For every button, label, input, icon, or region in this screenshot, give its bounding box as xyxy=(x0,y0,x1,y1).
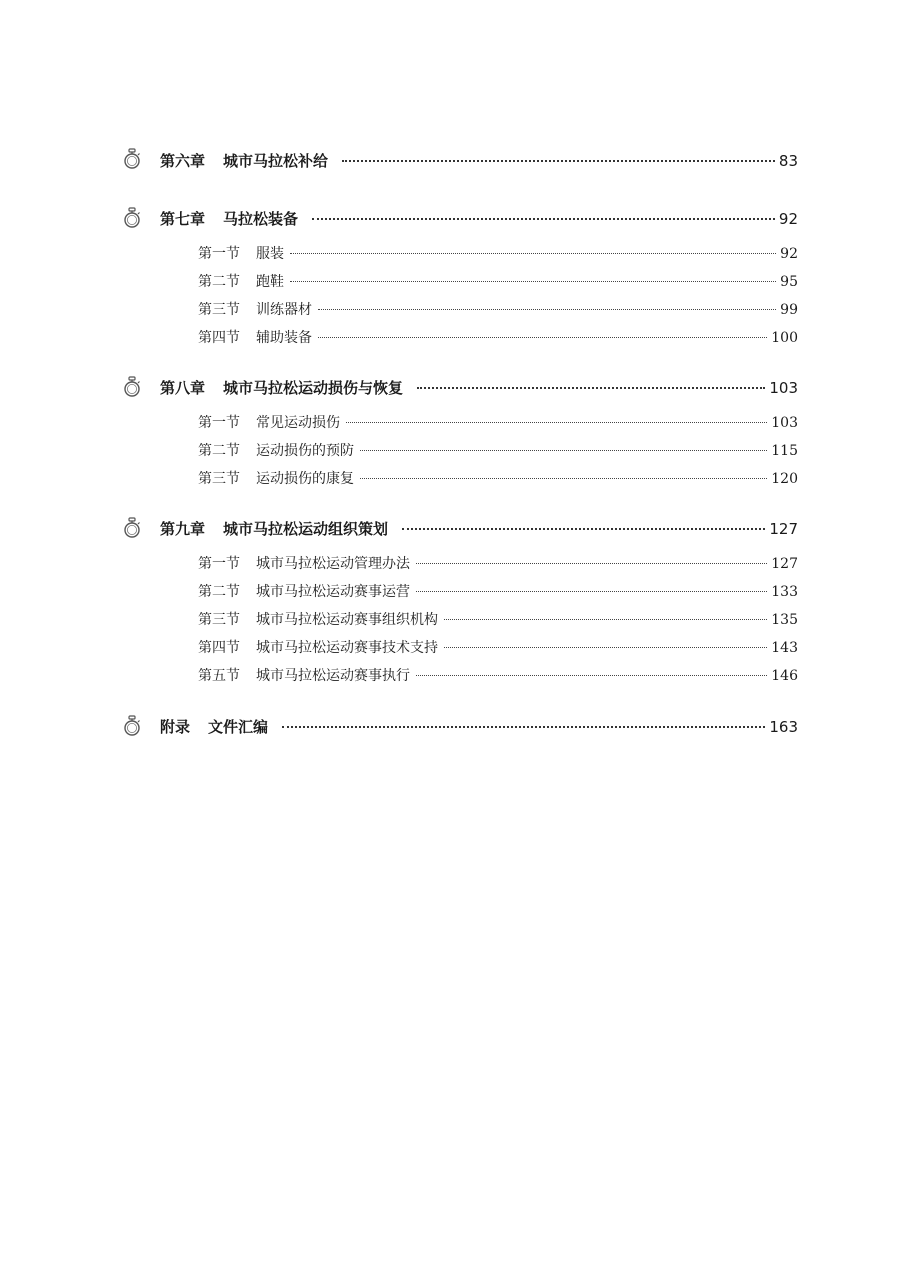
toc-section[interactable] xyxy=(198,412,798,432)
dot-leader xyxy=(444,647,767,648)
page-number: 103 xyxy=(769,379,798,397)
section-title: 辅助装备 xyxy=(256,330,312,346)
appendix-label: 附录 xyxy=(160,718,191,736)
dot-leader xyxy=(444,619,767,620)
stopwatch-icon xyxy=(123,207,141,229)
toc-section[interactable] xyxy=(198,665,798,685)
stopwatch-icon xyxy=(123,148,141,170)
section-title: 城市马拉松运动管理办法 xyxy=(256,556,410,572)
chapter-title: 马拉松装备 xyxy=(223,210,299,228)
toc-chapter-9[interactable] xyxy=(160,518,798,539)
section-title: 跑鞋 xyxy=(256,274,284,290)
appendix-title: 文件汇编 xyxy=(208,718,269,736)
toc-chapter-7[interactable] xyxy=(160,208,798,229)
page-number: 103 xyxy=(771,415,798,431)
section-title: 运动损伤的康复 xyxy=(256,471,354,487)
page-number: 146 xyxy=(771,668,798,684)
toc-chapter-8[interactable] xyxy=(160,377,798,398)
section-title: 城市马拉松运动赛事执行 xyxy=(256,668,410,684)
dot-leader xyxy=(290,253,776,254)
dot-leader xyxy=(360,450,767,451)
dot-leader xyxy=(346,422,767,423)
dot-leader xyxy=(282,726,765,728)
section-number: 第四节 xyxy=(198,640,240,656)
section-number: 第五节 xyxy=(198,668,240,684)
toc-section[interactable] xyxy=(198,609,798,629)
toc-section[interactable] xyxy=(198,581,798,601)
chapter-number: 第八章 xyxy=(160,379,206,397)
section-title: 训练器材 xyxy=(256,302,312,318)
chapter-title: 城市马拉松运动组织策划 xyxy=(223,520,389,538)
section-title: 运动损伤的预防 xyxy=(256,443,354,459)
dot-leader xyxy=(416,675,767,676)
section-number: 第二节 xyxy=(198,443,240,459)
dot-leader xyxy=(318,337,767,338)
dot-leader xyxy=(290,281,776,282)
page-number: 92 xyxy=(778,210,798,228)
toc-section[interactable] xyxy=(198,271,798,291)
toc-appendix[interactable] xyxy=(160,716,798,737)
page-number: 127 xyxy=(769,520,798,538)
toc-section[interactable] xyxy=(198,440,798,460)
page-number: 163 xyxy=(769,718,798,736)
section-number: 第二节 xyxy=(198,274,240,290)
chapter-number: 第六章 xyxy=(160,152,206,170)
toc-section[interactable] xyxy=(198,468,798,488)
page-number: 100 xyxy=(771,330,798,346)
section-number: 第一节 xyxy=(198,246,240,262)
section-title: 服装 xyxy=(256,246,284,262)
chapter-title: 城市马拉松运动损伤与恢复 xyxy=(223,379,404,397)
chapter-number: 第九章 xyxy=(160,520,206,538)
page-number: 120 xyxy=(771,471,798,487)
section-number: 第三节 xyxy=(198,471,240,487)
section-title: 城市马拉松运动赛事技术支持 xyxy=(256,640,438,656)
page-number: 99 xyxy=(780,302,798,318)
dot-leader xyxy=(416,591,767,592)
dot-leader xyxy=(360,478,767,479)
toc-section[interactable] xyxy=(198,327,798,347)
page-number: 92 xyxy=(780,246,798,262)
section-number: 第一节 xyxy=(198,556,240,572)
section-title: 常见运动损伤 xyxy=(256,415,340,431)
section-number: 第三节 xyxy=(198,302,240,318)
page-number: 135 xyxy=(771,612,798,628)
stopwatch-icon xyxy=(123,517,141,539)
section-title: 城市马拉松运动赛事运营 xyxy=(256,584,410,600)
dot-leader xyxy=(312,218,775,220)
page-number: 133 xyxy=(771,584,798,600)
chapter-title: 城市马拉松补给 xyxy=(223,152,329,170)
page-number: 115 xyxy=(771,443,798,459)
page-number: 83 xyxy=(778,152,798,170)
toc-section[interactable] xyxy=(198,243,798,263)
dot-leader xyxy=(402,528,765,530)
toc-section[interactable] xyxy=(198,553,798,573)
stopwatch-icon xyxy=(123,376,141,398)
dot-leader xyxy=(342,160,775,162)
section-number: 第三节 xyxy=(198,612,240,628)
stopwatch-icon xyxy=(123,715,141,737)
toc-section[interactable] xyxy=(198,299,798,319)
dot-leader xyxy=(318,309,776,310)
page-number: 95 xyxy=(780,274,798,290)
section-number: 第四节 xyxy=(198,330,240,346)
section-title: 城市马拉松运动赛事组织机构 xyxy=(256,612,438,628)
page-number: 143 xyxy=(771,640,798,656)
toc-chapter-6[interactable] xyxy=(160,150,798,171)
toc-section[interactable] xyxy=(198,637,798,657)
chapter-number: 第七章 xyxy=(160,210,206,228)
section-number: 第二节 xyxy=(198,584,240,600)
dot-leader xyxy=(417,387,765,389)
dot-leader xyxy=(416,563,767,564)
page-number: 127 xyxy=(771,556,798,572)
section-number: 第一节 xyxy=(198,415,240,431)
